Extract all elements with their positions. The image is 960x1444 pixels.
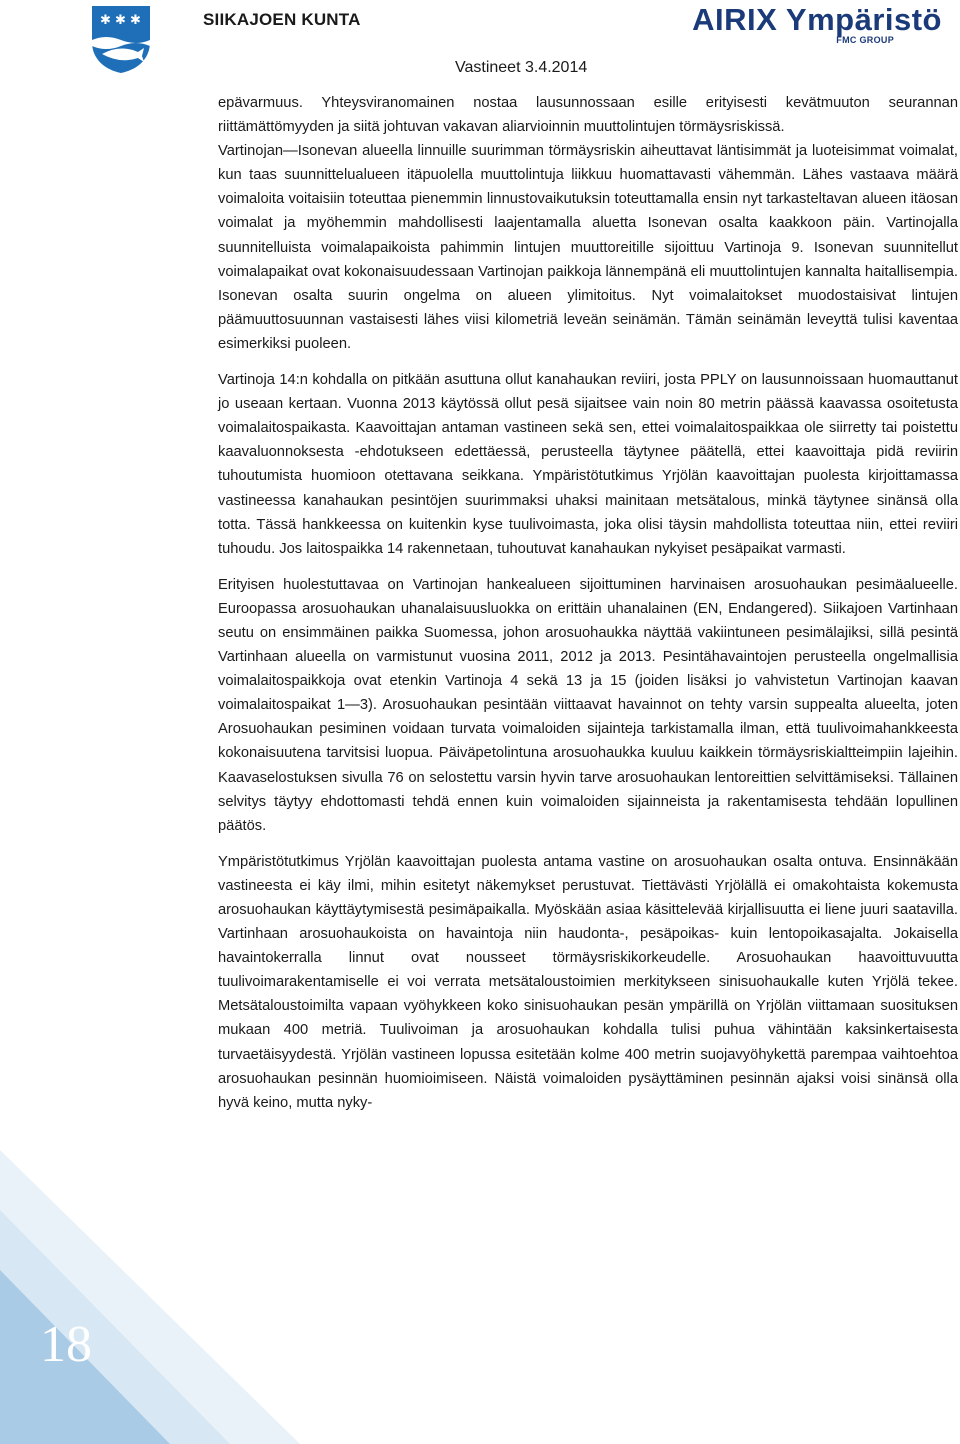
document-body	[218, 91, 958, 1127]
paragraph: Vartinojan—Isonevan alueella linnuille suurimman törmäysriskin aiheuttavat läntisimmät ja luoteisimmat voimalat, kun taas suunnittelualueen itäpuolella muuttolintuja liikkuu huomattavasti vähemmän. Lähes vastaava määrä voimaloita voitaisiin toteuttaa pienemmin linnustovaikutuksin toteuttamalla ensin nyt tarkasteltavan alueen itäosan voimalat ja myöhemmin mahdollisesti laajentamalla aluetta Isonevan osalta kaakkoon päin. Vartinojalla suunnitelluista voimalapaikoista pahimmin lintujen muuttoreitille sijoittuu Vartinoja 9. Isonevan suunnitellut voimalapaikat ovat kokonaisuudessaan Vartinojan paikkoja lännempänä eli muuttolintujen kannalta haitallisempia. Isonevan osalta suurin ongelma on alueen ylimitoitus. Nyt voimalaitokset muodostaisivat lintujen päämuuttosuunnan vastaisesti lähes viisi kilometriä leveän seinämän. Tämän seinämän leveyttä tulisi kaventaa esimerkiksi puoleen.	[218, 143, 958, 352]
paragraph: Ympäristötutkimus Yrjölän kaavoittajan puolesta antama vastine on arosuohaukan osalta ontuva. Ensinnäkään vastineesta ei käy ilmi, mihin esitetyt näkemykset perustuvat. Tiettävästi Yrjölällä ei omakohtaista kokemusta arosuohaukan käyttäytymisestä pesimäpaikalla. Myöskään asiaa käsittelevää kirjallisuutta ei liene juuri saatavilla. Vartinhaan arosuohaukoista on havaintoja niin haudonta-, pesäpoikas- kuin lentopoikasajalta. Jokaisella havaintokerralla linnut ovat nousseet törmäysriskikorkeudelle. Arosuohaukan haavoittuvuutta tuulivoimarakentamiselle ei voi verrata metsätaloustoimien merkitykseen sinisuohaukalle kuten Yrjölä tekee. Metsätaloustoimilta vapaan vyöhykkeen koko sinisuohaukan pesän ympärillä on Yrjölän viittamaan suosituksen mukaan 400 metriä. Tuulivoiman ja arosuohaukan kohdalla tulisi puhua vähintään kaksinkertaisesta turvaetäisyydestä. Yrjölän vastineen lopussa esitetään kolme 400 metrin suojavyöhykettä parempaa vaihtoehtoa arosuohaukan pesinnän huomioimiseen. Näistä voimaloiden pysäyttäminen pesinnän ajaksi voisi sinänsä olla hyvä keino, mutta nyky-	[218, 853, 958, 1111]
svg-text:✱: ✱	[130, 13, 141, 28]
brand-subtitle: FMC GROUP	[836, 35, 894, 45]
document-date: Vastineet 3.4.2014	[455, 59, 588, 76]
page-number: 18	[40, 1316, 92, 1373]
page-header	[0, 0, 960, 90]
brand-name: AIRIX Ympäristö	[692, 2, 942, 37]
airix-logo	[692, 2, 942, 45]
svg-text:✱: ✱	[115, 13, 126, 28]
municipality-crest-icon	[90, 4, 152, 74]
paragraph: epävarmuus. Yhteysviranomainen nostaa lausunnossaan esille erityisesti kevätmuuton seurannan riittämättömyyden ja siitä johtuvan vakavan aliarvioinnin muuttolintujen törmäysriskissä.	[218, 95, 958, 136]
paragraph: Vartinoja 14:n kohdalla on pitkään asuttuna ollut kanahaukan reviiri, josta PPLY on lausunnoissaan huomauttanut jo useaan kertaan. Vuonna 2013 käytössä ollut pesä sijaitsee vain noin 80 metrin päässä kaavassa osoitetusta voimalaitospaikasta. Kaavoittajan antaman vastineen sekä sen, ettei voimalaitospaikkaa ole siirretty tai poistettu kaavaluonnoksesta -ehdotukseen edettäessä, perusteella täytynee päätellä, ettei kaavoittaja pidä reviirin tuhoutumista huomioon otettavana seikkana. Ympäristötutkimus Yrjölän kaavoittajan puolesta kirjoittamassa vastineessa kanahaukan pesintöjen suurimmaksi uhaksi mainitaan metsätalous, minkä täytynee sinänsä olla totta. Tässä hankkeessa on kuitenkin kyse tuulivoimasta, joka olisi täysin mahdollista toteuttaa niin, ettei reviiri tuhoudu. Jos laitospaikka 14 rakennetaan, tuhoutuvat kanahaukan nykyiset pesäpaikat varmasti.	[218, 372, 958, 557]
page-corner-decoration	[0, 1150, 300, 1444]
municipality-name: SIIKAJOEN KUNTA	[203, 10, 361, 29]
svg-text:✱: ✱	[100, 13, 111, 28]
paragraph: Erityisen huolestuttavaa on Vartinojan hankealueen sijoittuminen harvinaisen arosuohaukan pesimäalueelle. Euroopassa arosuohaukan uhanalaisuusluokka on erittäin uhanalainen (EN, Endangered). Siikajoen Vartinhaan seutu on ensimmäinen paikka Suomessa, johon arosuohaukka näyttää vakiintuneen pesimälajiksi, sillä pesintä Vartinhaan alueella on varmistunut vuosina 2011, 2012 ja 2013. Pesintähavaintojen perusteella ongelmallisia voimalaitospaikkoja ovat etenkin Vartinoja 4 sekä 13 ja 15 (joiden lisäksi jo vahvistetun Vartinojan kaavan voimalaitospaikat 1—3). Arosuohaukan pesintään viittaavat havainnot on tehty varsin suppealta alueelta, joten Arosuohaukan pesiminen voidaan turvata voimaloiden sijainteja tarkistamalla ilman, että tuulivoimahankkeesta kokonaisuutena tarvitsisi luopua. Päiväpetolintuna arosuohaukka kuuluu kaikkein törmäysriskialtteimpiin lajeihin. Kaavaselostuksen sivulla 76 on selostettu varsin hyvin tarve arosuohaukan lentoreittien selvittämiseksi. Tällainen selvitys täytyy ehdottomasti tehdä ennen kuin voimaloiden sijainneista ja rakentamisesta tehdään lopullinen päätös.	[218, 576, 958, 834]
